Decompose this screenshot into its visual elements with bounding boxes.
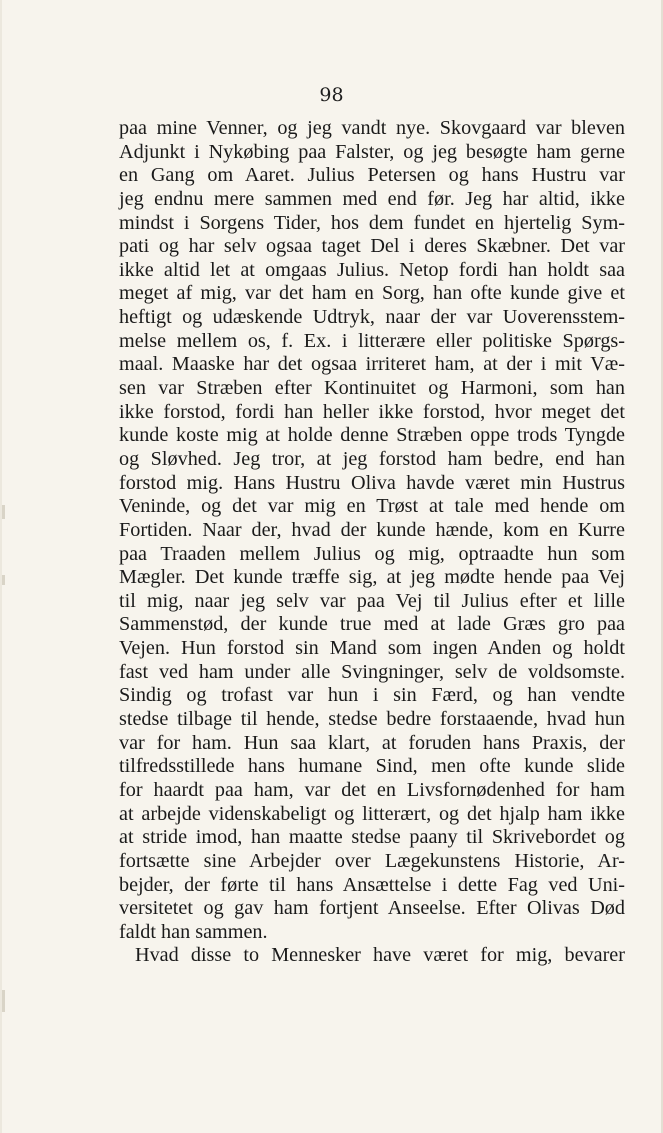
text-line: tilfredsstillede hans humane Sind, men ofte kunde slide [119, 755, 625, 778]
text-line: var for ham. Hun saa klart, at foruden hans Praxis, der [119, 731, 625, 754]
text-line: at arbejde videnskabeligt og litterært, og det hjalp ham ikke [119, 802, 625, 825]
text-line: jeg endnu mere sammen med end før. Jeg har altid, ikke [119, 187, 625, 210]
text-line: pati og har selv ogsaa taget Del i deres Skæbner. Det var [119, 235, 625, 258]
text-line: Mægler. Det kunde træffe sig, at jeg mødte hende paa Vej [119, 566, 625, 589]
text-line: ikke altid let at omgaas Julius. Netop fordi han holdt saa [119, 258, 625, 281]
text-line: Veninde, og det var mig en Trøst at tale med hende om [119, 495, 625, 518]
text-line: for haardt paa ham, var det en Livsfornødenhed for ham [119, 778, 625, 801]
text-line: til mig, naar jeg selv var paa Vej til Julius efter et lille [119, 589, 625, 612]
text-line: mindst i Sorgens Tider, hos dem fundet en hjertelig Sym- [119, 211, 625, 234]
body-text [119, 117, 625, 968]
scan-edge-mark [2, 990, 5, 1012]
text-line: melse mellem os, f. Ex. i litterære eller politiske Spørgs- [119, 329, 625, 352]
text-line: kunde koste mig at holde denne Stræben oppe trods Tyngde [119, 424, 625, 447]
text-line: Sindig og trofast var hun i sin Færd, og han vendte [119, 684, 625, 707]
scan-edge-mark [2, 505, 5, 519]
text-line: fortsætte sine Arbejder over Lægekunstens Historie, Ar- [119, 849, 625, 872]
text-line: heftigt og udæskende Udtryk, naar der var Uoverensstem- [119, 306, 625, 329]
text-line: maal. Maaske har det ogsaa irriteret ham, at der i mit Væ- [119, 353, 625, 376]
text-line: paa Traaden mellem Julius og mig, optraadte hun som [119, 542, 625, 565]
text-line: paa mine Venner, og jeg vandt nye. Skovgaard var bleven [119, 117, 625, 139]
text-line: forstod mig. Hans Hustru Oliva havde været min Hustrus [119, 471, 625, 494]
text-line: og Sløvhed. Jeg tror, at jeg forstod ham bedre, end han [119, 447, 625, 470]
text-line: stedse tilbage til hende, stedse bedre forstaaende, hvad hun [119, 708, 625, 731]
text-line: en Gang om Aaret. Julius Petersen og hans Hustru var [119, 164, 625, 187]
scan-edge-mark [2, 575, 5, 585]
text-line: meget af mig, var det ham en Sorg, han ofte kunde give et [119, 282, 625, 305]
text-line: at stride imod, han maatte stedse paany til Skrivebordet og [119, 826, 625, 849]
page-number: 98 [319, 84, 344, 106]
text-line: Adjunkt i Nykøbing paa Falster, og jeg besøgte ham gerne [119, 140, 625, 163]
text-line: sen var Stræben efter Kontinuitet og Harmoni, som han [119, 377, 625, 400]
text-line: ikke forstod, fordi han heller ikke forstod, hvor meget det [119, 400, 625, 423]
text-line: versitetet og gav ham fortjent Anseelse. Efter Olivas Død [119, 897, 625, 920]
text-line: fast ved ham under alle Svingninger, selv de voldsomste. [119, 660, 625, 683]
text-line: Vejen. Hun forstod sin Mand som ingen Anden og holdt [119, 637, 625, 660]
text-line: bejder, der førte til hans Ansættelse i dette Fag ved Uni- [119, 873, 625, 896]
paragraph-end-line: faldt han sammen. [119, 920, 268, 943]
paragraph-start-line: Hvad disse to Mennesker have været for mig, bevarer [135, 944, 625, 967]
text-line: Fortiden. Naar der, hvad der kunde hænde, kom en Kurre [119, 518, 625, 541]
text-line: Sammenstød, der kunde true med at lade Græs gro paa [119, 613, 625, 636]
